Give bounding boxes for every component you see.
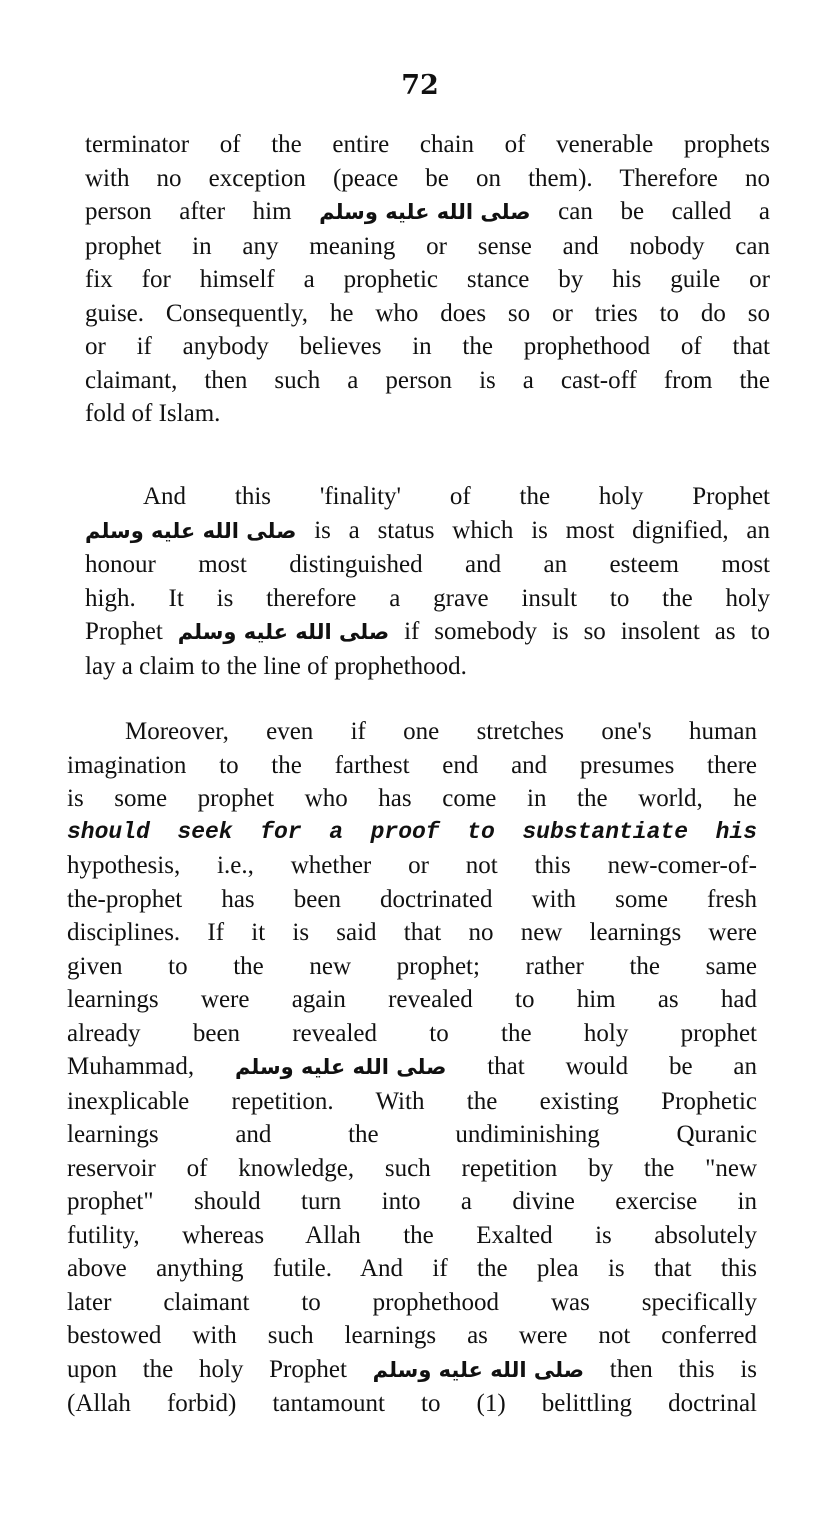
text-line: given to the new prophet; rather the same <box>67 952 757 980</box>
text-line <box>85 195 770 230</box>
paragraph-3 <box>67 715 757 1421</box>
text-fragment: upon the holy Prophet <box>67 1355 347 1383</box>
page-number: 72 <box>401 70 439 101</box>
text-line: above anything futile. And if the plea is that this <box>67 1255 757 1282</box>
paragraph-1 <box>85 128 770 431</box>
paragraph-2 <box>85 480 770 683</box>
text-line: bestowed with such learnings as were not conferred <box>67 1322 757 1349</box>
text-line <box>85 615 770 650</box>
text-line: disciplines. If it is said that no new learnings were <box>67 919 757 946</box>
text-line: prophet" should turn into a divine exercise in <box>67 1188 757 1215</box>
text-line: already been revealed to the holy prophet <box>67 1019 757 1047</box>
text-line: Moreover, even if one stretches one's human <box>125 718 757 745</box>
text-line: is some prophet who has come in the world, he <box>67 785 757 812</box>
text-line: futility, whereas Allah the Exalted is absolutely <box>67 1221 757 1249</box>
text-line: hypothesis, i.e., whether or not this new-comer-of- <box>67 852 757 879</box>
text-line: fix for himself a prophetic stance by his guile or <box>85 266 770 293</box>
text-line: the-prophet has been doctrinated with some fresh <box>67 885 757 913</box>
text-line: or if anybody believes in the prophethood of that <box>85 333 770 360</box>
text-fragment: Prophet <box>85 618 163 645</box>
text-line: And this 'finality' of the holy Prophet <box>143 483 770 510</box>
arabic-honorific: صلى الله عليه وسلم <box>319 200 531 224</box>
arabic-honorific: صلى الله عليه وسلم <box>177 620 390 644</box>
text-line: honour most distinguished and an esteem most <box>85 551 770 578</box>
text-line: reservoir of knowledge, such repetition by the "new <box>67 1154 757 1182</box>
text-line: high. It is therefore a grave insult to the holy <box>85 584 770 612</box>
text-fragment: can be called a <box>558 198 771 225</box>
text-line: guise. Consequently, he who does so or tries to do so <box>85 299 770 327</box>
text-line: (Allah forbid) tantamount to (1) belittling doctrinal <box>67 1390 757 1417</box>
text-line: lay a claim to the line of prophethood. <box>85 652 467 680</box>
text-line <box>67 1353 757 1388</box>
text-fragment: Muhammad, <box>67 1053 195 1080</box>
text-line: with no exception (peace be on them). Therefore no <box>85 164 770 192</box>
text-fragment: person after him <box>85 198 292 225</box>
text-line: claimant, then such a person is a cast-off from the <box>85 366 770 394</box>
arabic-honorific: صلى الله عليه وسلم <box>234 1055 447 1079</box>
arabic-honorific: صلى الله عليه وسلم <box>372 1357 585 1382</box>
text-line: later claimant to prophethood was specifically <box>67 1288 757 1316</box>
arabic-honorific: صلى الله عليه وسلم <box>85 518 297 543</box>
text-line <box>85 514 770 549</box>
text-line: inexplicable repetition. With the existing Prophetic <box>67 1087 757 1115</box>
text-line: terminator of the entire chain of venerable prophets <box>85 131 770 158</box>
text-fragment: then this is <box>609 1355 758 1383</box>
text-fragment: is a status which is most dignified, an <box>314 516 770 544</box>
text-line: learnings were again revealed to him as had <box>67 986 757 1013</box>
text-fragment: that would be an <box>487 1053 758 1080</box>
text-line: fold of Islam. <box>85 400 221 427</box>
text-line: learnings and the undiminishing Quranic <box>67 1121 757 1148</box>
text-line: prophet in any meaning or sense and nobody can <box>85 232 770 260</box>
text-line: imagination to the farthest end and presumes there <box>67 751 757 779</box>
text-fragment: if somebody is so insolent as to <box>404 618 771 645</box>
text-line <box>67 1050 757 1085</box>
emphasized-text-line: should seek for a proof to substantiate his <box>67 818 757 845</box>
